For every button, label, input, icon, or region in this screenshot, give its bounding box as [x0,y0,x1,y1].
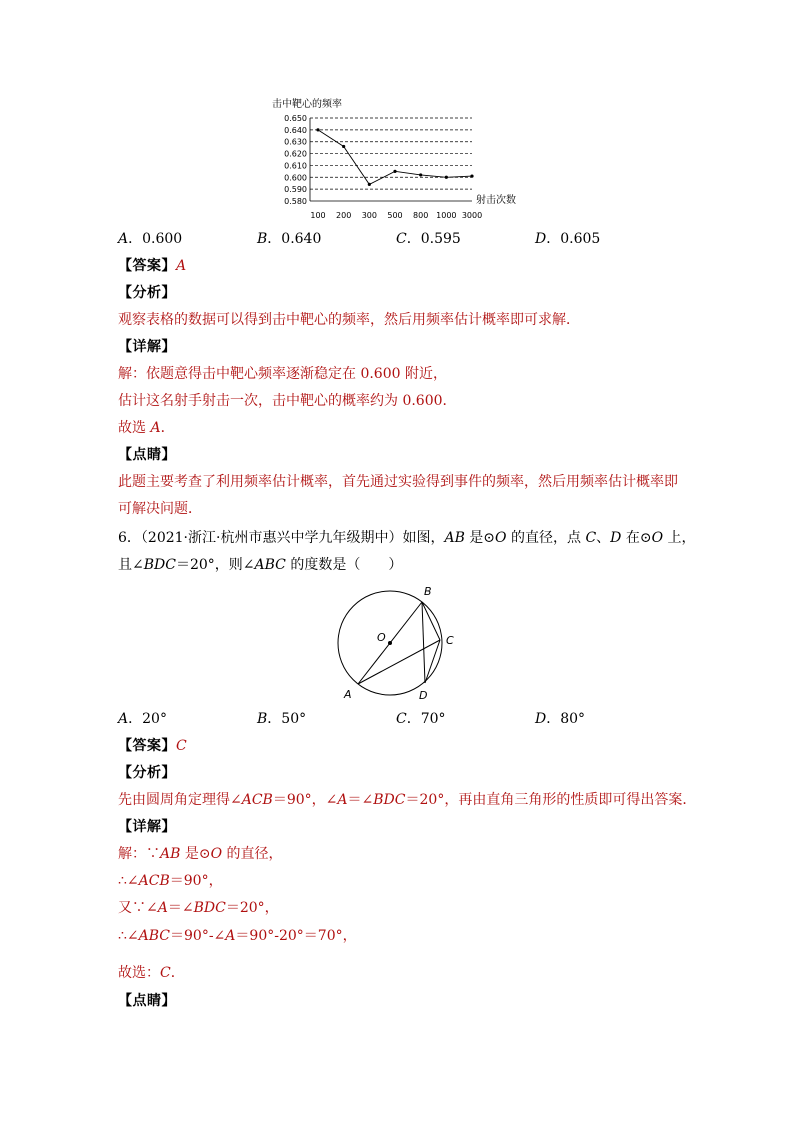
q6-detail-line-1: 解：∵AB 是⊙O 的直径， [118,846,283,862]
circle-geometry-figure [330,580,470,710]
q6-stem-line-2: 且∠BDC＝20°，则∠ABC 的度数是（ ） [118,557,403,573]
x-tick-label: 1000 [436,211,457,220]
data-point [316,128,319,131]
q5-comment-line-1: 此题主要考查了利用频率估计概率，首先通过实验得到事件的频率，然后用频率估计概率即 [118,474,678,490]
q5-option-d: D．0.605 [535,231,601,247]
label-b: B [424,585,432,598]
q6-option-b: B．50° [257,711,307,727]
y-tick-label: 0.590 [284,185,307,195]
q6-detail-line-3: 又∵∠A＝∠BDC＝20°， [118,900,279,916]
y-tick-label: 0.610 [284,161,307,171]
q6-analysis-heading: 【分析】 [118,765,176,781]
q5-analysis-text: 观察表格的数据可以得到击中靶心的频率，然后用频率估计概率即可求解． [118,312,580,328]
data-point [342,145,345,148]
label-o: O [377,631,386,644]
frequency-line-chart [262,94,562,224]
q6-option-c: C．70° [396,711,446,727]
q5-comment-heading: 【点睛】 [118,447,176,463]
q6-option-a: A．20° [118,711,167,727]
center-point-o [388,641,392,645]
label-a: A [344,688,352,701]
q6-comment-heading: 【点睛】 [118,993,176,1009]
chart-title: 击中靶心的频率 [272,99,342,110]
q6-detail-heading: 【详解】 [118,819,176,835]
q6-answer: 【答案】C [118,738,187,754]
label-d: D [419,689,428,702]
q5-detail-heading: 【详解】 [118,339,176,355]
data-point [445,176,448,179]
x-tick-label: 3000 [461,211,483,220]
x-tick-label: 200 [336,211,352,220]
q5-option-c: C．0.595 [396,231,461,247]
q5-answer: 【答案】A [118,258,187,274]
data-point [419,173,422,176]
x-tick-label: 100 [310,211,326,220]
q6-analysis-text: 先由圆周角定理得∠ACB＝90°，∠A＝∠BDC＝20°，再由直角三角形的性质即可得出答案． [118,792,697,808]
y-tick-label: 0.640 [284,125,307,135]
series-line [318,130,472,185]
x-tick-label: 500 [387,211,403,220]
y-tick-label: 0.630 [284,137,307,147]
chord-ac [358,640,440,684]
y-tick-label: 0.600 [284,173,307,183]
q5-option-a: A．0.600 [118,231,183,247]
y-tick-label: 0.620 [284,149,307,159]
data-point [470,175,473,178]
data-point [393,170,396,173]
chord-bd [422,602,425,683]
q5-detail-line-1: 解：依题意得击中靶心频率逐渐稳定在 0.600 附近， [118,366,447,382]
q5-comment-line-2: 可解决问题． [118,501,202,517]
q6-detail-line-4: ∴∠ABC＝90°-∠A＝90°-20°＝70°， [118,928,357,944]
q6-detail-line-5: 故选：C． [118,965,185,981]
label-c: C [446,634,454,647]
data-point [368,183,371,186]
x-axis-label: 射击次数 [476,195,516,206]
y-tick-label: 0.580 [284,197,307,206]
q6-option-d: D．80° [535,711,586,727]
q5-detail-line-3: 故选 A． [118,420,175,436]
y-tick-label: 0.650 [284,114,307,123]
x-tick-label: 300 [361,211,377,220]
q5-detail-line-2: 估计这名射手射击一次，击中靶心的概率约为 0.600． [118,393,457,409]
q6-stem-line-1: 6．（2021·浙江·杭州市惠兴中学九年级期中）如图，AB 是⊙O 的直径，点 C、D 在⊙O 上， [118,530,696,546]
x-tick-label: 800 [413,211,429,220]
q5-option-b: B．0.640 [257,231,322,247]
q5-analysis-heading: 【分析】 [118,285,176,301]
q6-detail-line-2: ∴∠ACB＝90°， [118,873,223,889]
